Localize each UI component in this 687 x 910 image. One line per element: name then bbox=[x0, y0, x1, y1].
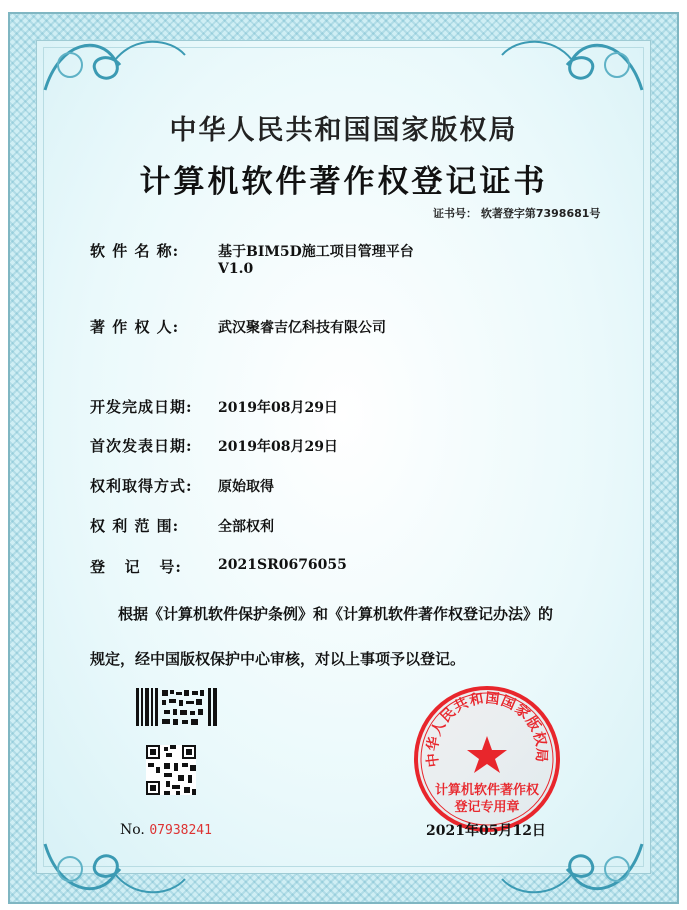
qr-code-icon bbox=[146, 745, 196, 795]
corner-ornament-bottom-left bbox=[40, 834, 190, 904]
certificate-title: 计算机软件著作权登记证书 bbox=[139, 164, 548, 200]
field-value-acquisition-method: 原始取得 bbox=[218, 479, 274, 495]
serial-prefix: No. bbox=[120, 822, 145, 838]
certificate-number bbox=[433, 205, 600, 221]
field-label-rights-scope: 权 利 范 围: bbox=[90, 517, 180, 535]
seal-ring-text: 中华人民共和国国家版权局 bbox=[424, 690, 550, 768]
seal-line-1: 计算机软件著作权 bbox=[434, 783, 540, 798]
official-seal-icon bbox=[412, 684, 562, 834]
field-value-rights-scope: 全部权利 bbox=[218, 519, 274, 535]
statement-line-2: 规定，经中国版权保护中心审核，对以上事项予以登记。 bbox=[90, 650, 466, 668]
corner-ornament-top-right bbox=[497, 30, 647, 100]
serial-value: 07938241 bbox=[149, 823, 212, 838]
field-label-publish-date: 首次发表日期: bbox=[90, 437, 193, 455]
field-label-acquisition-method: 权利取得方式: bbox=[90, 477, 193, 495]
field-value-copyright-owner: 武汉聚睿吉亿科技有限公司 bbox=[218, 320, 386, 336]
field-value-software-name: 基于BIM5D施工项目管理平台 bbox=[218, 244, 414, 260]
field-label-completion-date: 开发完成日期: bbox=[90, 398, 193, 416]
field-value-software-version: V1.0 bbox=[218, 261, 254, 277]
field-label-copyright-owner: 著 作 权 人: bbox=[90, 318, 180, 336]
issuer-title: 中华人民共和国国家版权局 bbox=[169, 115, 518, 146]
corner-ornament-bottom-right bbox=[497, 834, 647, 904]
field-value-registration-no: 2021SR0676055 bbox=[218, 557, 347, 573]
seal-line-2: 登记专用章 bbox=[454, 800, 520, 815]
field-label-software-name: 软 件 名 称: bbox=[90, 242, 180, 260]
field-label-registration-no: 登 记 号: bbox=[90, 558, 182, 576]
issue-date: 2021年05月12日 bbox=[426, 823, 546, 839]
field-value-completion-date: 2019年08月29日 bbox=[218, 400, 338, 416]
serial-number bbox=[120, 822, 212, 838]
barcode-icon bbox=[136, 688, 218, 726]
certificate-number-value: 软著登字第7398681号 bbox=[480, 207, 601, 220]
certificate-number-label: 证书号： bbox=[433, 207, 477, 220]
corner-ornament-top-left bbox=[40, 30, 190, 100]
field-value-publish-date: 2019年08月29日 bbox=[218, 439, 338, 455]
statement-line-1: 根据《计算机软件保护条例》和《计算机软件著作权登记办法》的 bbox=[118, 605, 554, 623]
